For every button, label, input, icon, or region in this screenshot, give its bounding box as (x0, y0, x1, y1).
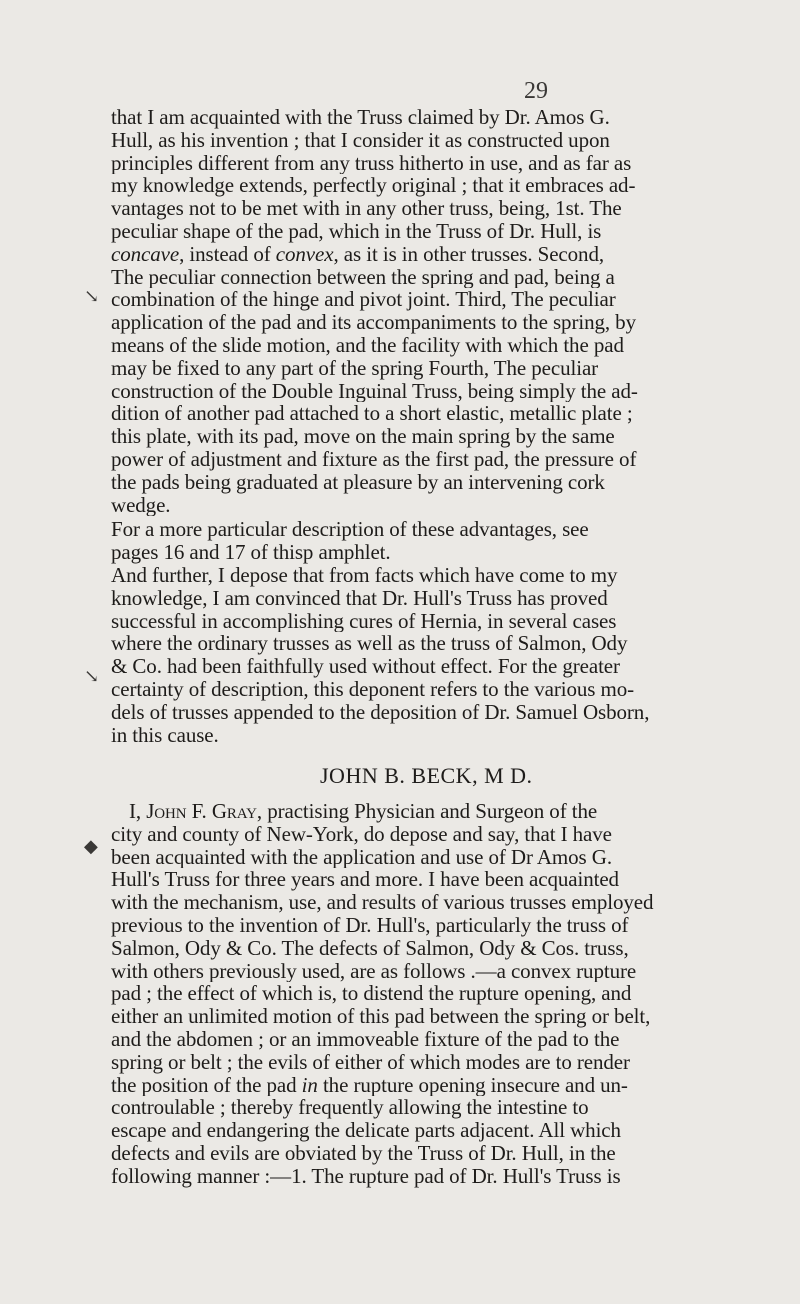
text-line: pad ; the effect of which is, to distend the rupture opening, and (111, 982, 632, 1006)
text-line: with the mechanism, use, and results of various trusses employed (111, 891, 654, 914)
margin-mark: ↘ (84, 666, 100, 686)
text-line: where the ordinary trusses as well as the truss of Salmon, Ody (111, 632, 628, 656)
text-line: peculiar shape of the pad, which in the Truss of Dr. Hull, is (111, 219, 602, 243)
paragraph-4-first-rest: , practising Physician and Surgeon of the (256, 800, 598, 823)
text-line: principles different from any truss hitherto in use, and as far as (111, 151, 632, 175)
text-line: in this cause. (111, 723, 219, 747)
text-line: either an unlimited motion of this pad between the spring or belt, (111, 1005, 651, 1028)
text-line: The peculiar connection between the spring and pad, being a (111, 265, 615, 289)
text-line: the position of the pad in the rupture opening insecure and un- (111, 1073, 628, 1097)
text-line: defects and evils are obviated by the Truss of Dr. Hull, in the (111, 1141, 616, 1165)
text-line: that I am acquainted with the Truss claimed by Dr. Amos G. (111, 106, 610, 129)
text-line: Salmon, Ody & Co. The defects of Salmon, Ody & Cos. truss, (111, 936, 629, 960)
text-line: application of the pad and its accompaniments to the spring, by (111, 311, 636, 334)
text-line: combination of the hinge and pivot joint. Third, The peculiar (111, 288, 616, 312)
text-line: dition of another pad attached to a short elastic, metallic plate ; (111, 402, 633, 426)
text-line: and the abdomen ; or an immoveable fixture of the pad to the (111, 1027, 620, 1051)
text-line: wedge. (111, 493, 171, 517)
text-line: construction of the Double Inguinal Truss, being simply the ad- (111, 379, 638, 403)
text-line: & Co. had been faithfully used without effect. For the greater (111, 655, 620, 678)
text-line: Hull's Truss for three years and more. I have been acquainted (111, 868, 619, 892)
text-line: vantages not to be met with in any other truss, being, 1st. The (111, 197, 622, 220)
text-line: previous to the invention of Dr. Hull's, particularly the truss of (111, 913, 629, 937)
signature-john-b-beck: JOHN B. BECK, M D. (320, 763, 533, 788)
text-line: means of the slide motion, and the facility with which the pad (111, 333, 624, 357)
text-line: And further, I depose that from facts which have come to my (111, 564, 618, 587)
text-line: knowledge, I am convinced that Dr. Hull's Truss has proved (111, 586, 608, 610)
deponent-name: John F. Gray (146, 800, 257, 823)
paragraph-2 (111, 518, 800, 564)
paragraph-4-first-line (111, 800, 800, 823)
text-line: Hull, as his invention ; that I consider it as constructed upon (111, 128, 610, 152)
margin-mark: ↘ (84, 286, 100, 306)
text-line: For a more particular description of these advantages, see (111, 518, 589, 541)
page-number: 29 (524, 78, 548, 104)
text-line: city and county of New-York, do depose and say, that I have (111, 822, 612, 846)
text-line: certainty of description, this deponent refers to the various mo- (111, 677, 635, 701)
text-line: escape and endangering the delicate parts adjacent. All which (111, 1119, 621, 1142)
text-line: following manner :—1. The rupture pad of Dr. Hull's Truss is (111, 1164, 621, 1188)
paragraph-4 (111, 800, 800, 1188)
text-line: the pads being graduated at pleasure by an intervening cork (111, 470, 605, 494)
margin-mark: ◆ (84, 836, 98, 856)
paragraph-1 (111, 106, 800, 516)
paragraph-4-lead: I, (129, 800, 147, 823)
text-line: this plate, with its pad, move on the main spring by the same (111, 425, 615, 448)
text-line: my knowledge extends, perfectly original ; that it embraces ad- (111, 174, 636, 198)
text-line: been acquainted with the application and use of Dr Amos G. (111, 845, 612, 869)
text-line: controulable ; thereby frequently allowing the intestine to (111, 1096, 589, 1120)
text-line: spring or belt ; the evils of either of which modes are to render (111, 1050, 630, 1074)
text-line: pages 16 and 17 of thisp amphlet. (111, 540, 391, 564)
text-line: power of adjustment and fixture as the first pad, the pressure of (111, 447, 637, 471)
text-line: may be fixed to any part of the spring Fourth, The peculiar (111, 356, 599, 380)
text-line: with others previously used, are as follows .—a convex rupture (111, 959, 637, 983)
text-line: successful in accomplishing cures of Hernia, in several cases (111, 609, 617, 633)
paragraph-3 (111, 564, 800, 746)
text-line: dels of trusses appended to the deposition of Dr. Samuel Osborn, (111, 700, 650, 724)
text-line: concave, instead of convex, as it is in other trusses. Second, (111, 242, 605, 266)
